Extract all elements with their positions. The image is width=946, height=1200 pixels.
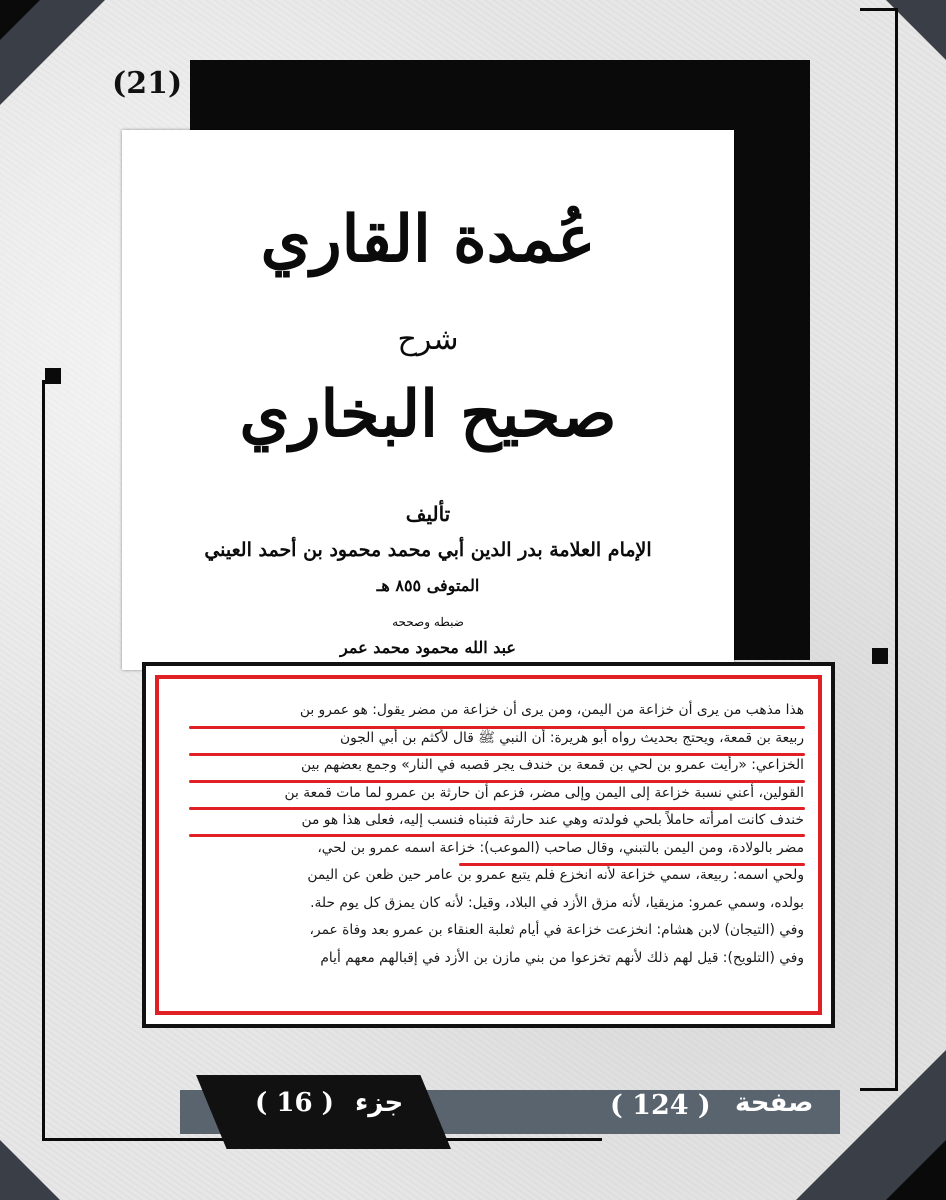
underline-mark	[189, 807, 805, 810]
excerpt-line-4: القولين، أعني نسبة خزاعة إلى اليمن وإلى مضر، فزعم أن حارثة بن عمرو لما مات قمعة بن	[284, 784, 804, 801]
underline-mark	[189, 726, 805, 729]
excerpt-line-9: وفي (التيجان) لابن هشام: انخزعت خزاعة في أيام ثعلبة العنقاء بن عمرو بعد وفاة عمر،	[309, 922, 804, 938]
volume-value: ( 16 )	[255, 1088, 334, 1118]
excerpt-line-10: وفي (التلويح): قيل لهم ذلك لأنهم تخزعوا من بني مازن بن الأزد في إقبالهم معهم أيام	[320, 949, 804, 966]
excerpt-line-7: ولحي اسمه: ربيعة، سمي خزاعة لأنه انخزع فلم يتبع عمرو بن عامر حين ظعن عن اليمن	[307, 867, 804, 883]
frame-line-left	[42, 380, 45, 1140]
cover-author: الإمام العلامة بدر الدين أبي محمد محمود بن أحمد العيني	[204, 539, 652, 561]
volume-label: جزء	[355, 1088, 404, 1118]
frame-line-bottom-right	[860, 1088, 898, 1091]
page-label: صفحة	[735, 1088, 814, 1118]
corner-decoration-top-left-inner	[0, 0, 40, 40]
frame-line-top-right	[860, 8, 898, 11]
underline-mark	[459, 863, 805, 866]
cover-subtitle: شرح	[397, 322, 459, 357]
cover-editor-label: ضبطه وصححه	[392, 615, 464, 629]
underline-mark	[189, 834, 805, 837]
cover-editor: عبد الله محمود محمد عمر	[340, 638, 516, 657]
cover-death-date: المتوفى ٨٥٥ هـ	[376, 576, 480, 595]
underline-mark	[189, 780, 805, 783]
page-value: ( 124 )	[610, 1090, 711, 1121]
excerpt-frame	[142, 662, 835, 1028]
corner-decoration-bottom-right-inner	[886, 1140, 946, 1200]
book-cover	[122, 130, 734, 670]
corner-decoration-bottom-left	[0, 1140, 60, 1200]
page-number-label: (21)	[112, 66, 183, 101]
underline-mark	[189, 753, 805, 756]
excerpt-line-3: الخزاعي: «رأيت عمرو بن لحي بن قمعة بن خندف يجر قصبه في النار» وجمع بعضهم بين	[301, 757, 804, 773]
frame-square-right	[872, 648, 888, 664]
cover-by-label: تأليف	[405, 502, 451, 526]
excerpt-line-2: ربيعة بن قمعة، ويحتج بحديث رواه أبو هريرة: أن النبي ﷺ قال لأكثم بن أبي الجون	[339, 729, 804, 746]
excerpt-line-1: هذا مذهب من يرى أن خزاعة من اليمن، ومن يرى أن خزاعة من مضر يقول: هو عمرو بن	[299, 702, 804, 718]
cover-title-line2: صحيح البخاري	[239, 377, 617, 452]
frame-line-right	[895, 8, 898, 1088]
frame-square-left	[45, 368, 61, 384]
excerpt-highlight-border	[155, 675, 822, 1015]
cover-title-line1: عُمدة القاري	[260, 202, 596, 277]
excerpt-line-5: خندف كانت امرأته حاملاً بلحي فولدته وهي عند حارثة فتبناه فنسب إليه، فعلى هذا هو من	[301, 812, 804, 828]
excerpt-line-8: بولده، وسمي عمرو: مزيقيا، لأنه مزق الأزد في البلاد، وقيل: لأنه كان يمزق كل يوم حلة.	[310, 894, 804, 911]
excerpt-line-6: مضر بالولادة، ومن اليمن بالتبني، وقال صاحب (الموعب): خزاعة اسمه عمرو بن لحي،	[317, 839, 804, 856]
